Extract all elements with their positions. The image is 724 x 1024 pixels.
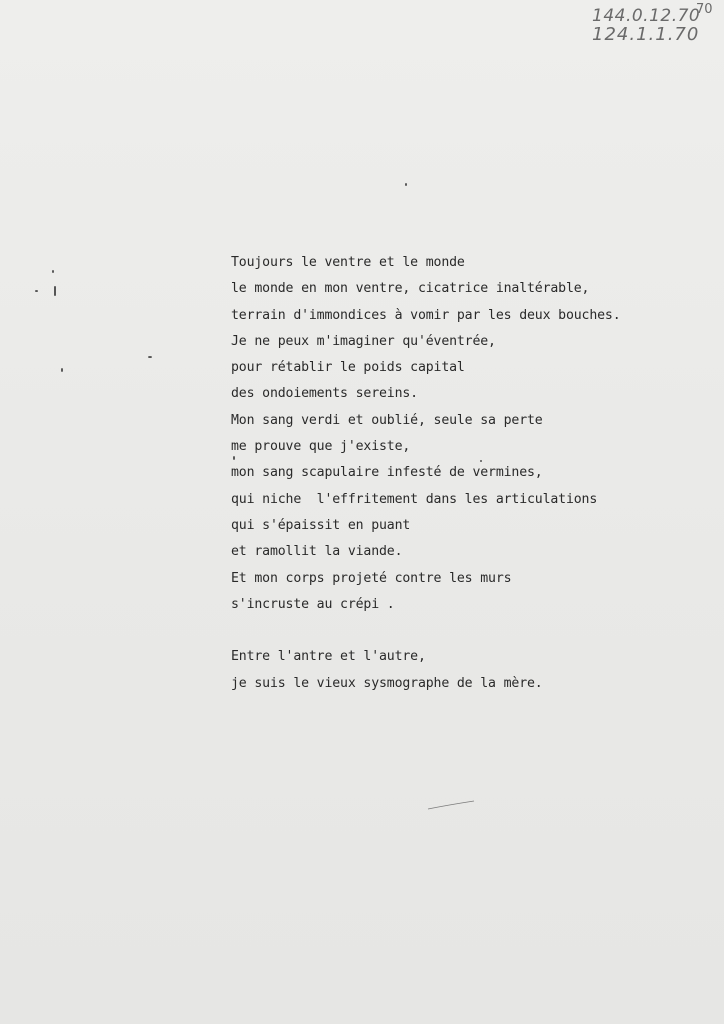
pencil-stroke-mark [426, 799, 476, 811]
paper-speck [52, 270, 54, 273]
poem-line: Entre l'antre et l'autre, [231, 649, 426, 665]
archive-code-1: 144.0.12.70 [592, 6, 701, 26]
paper-speck [148, 356, 152, 358]
poem-stanza-1 [231, 250, 651, 618]
poem-line: et ramollit la viande. [231, 544, 403, 560]
poem-line: s'incruste au crépi . [231, 596, 395, 612]
poem-stanza-2 [231, 644, 651, 697]
poem-line: le monde en mon ventre, cicatrice inaltérable, [231, 281, 590, 297]
page-number: 70 [696, 2, 713, 17]
poem-line: je suis le vieux sysmographe de la mère. [231, 675, 543, 691]
stanza-break [231, 618, 651, 644]
poem-line: Je ne peux m'imaginer qu'éventrée, [231, 333, 496, 349]
paper-speck [54, 286, 56, 296]
poem-line: mon sang scapulaire infesté de vermines, [231, 465, 543, 481]
paper-speck [405, 183, 407, 186]
poem-line: terrain d'immondices à vomir par les deux bouches. [231, 307, 621, 323]
poem-line: qui s'épaissit en puant [231, 517, 411, 533]
poem-line: Et mon corps projeté contre les murs [231, 570, 512, 586]
paper-speck [61, 368, 63, 372]
poem-text [231, 250, 651, 697]
paper-speck [35, 290, 38, 292]
poem-line: qui niche l'effritement dans les articulations [231, 491, 598, 507]
poem-line: Toujours le ventre et le monde [231, 255, 465, 270]
paper-speck [480, 460, 482, 462]
archive-code-2: 124.1.1.70 [592, 24, 700, 45]
poem-line: des ondoiements sereins. [231, 386, 418, 402]
poem-line: pour rétablir le poids capital [231, 360, 465, 376]
poem-line: me prouve que j'existe, [231, 439, 411, 455]
poem-line: Mon sang verdi et oublié, seule sa perte [231, 412, 543, 428]
paper-speck [233, 456, 235, 460]
